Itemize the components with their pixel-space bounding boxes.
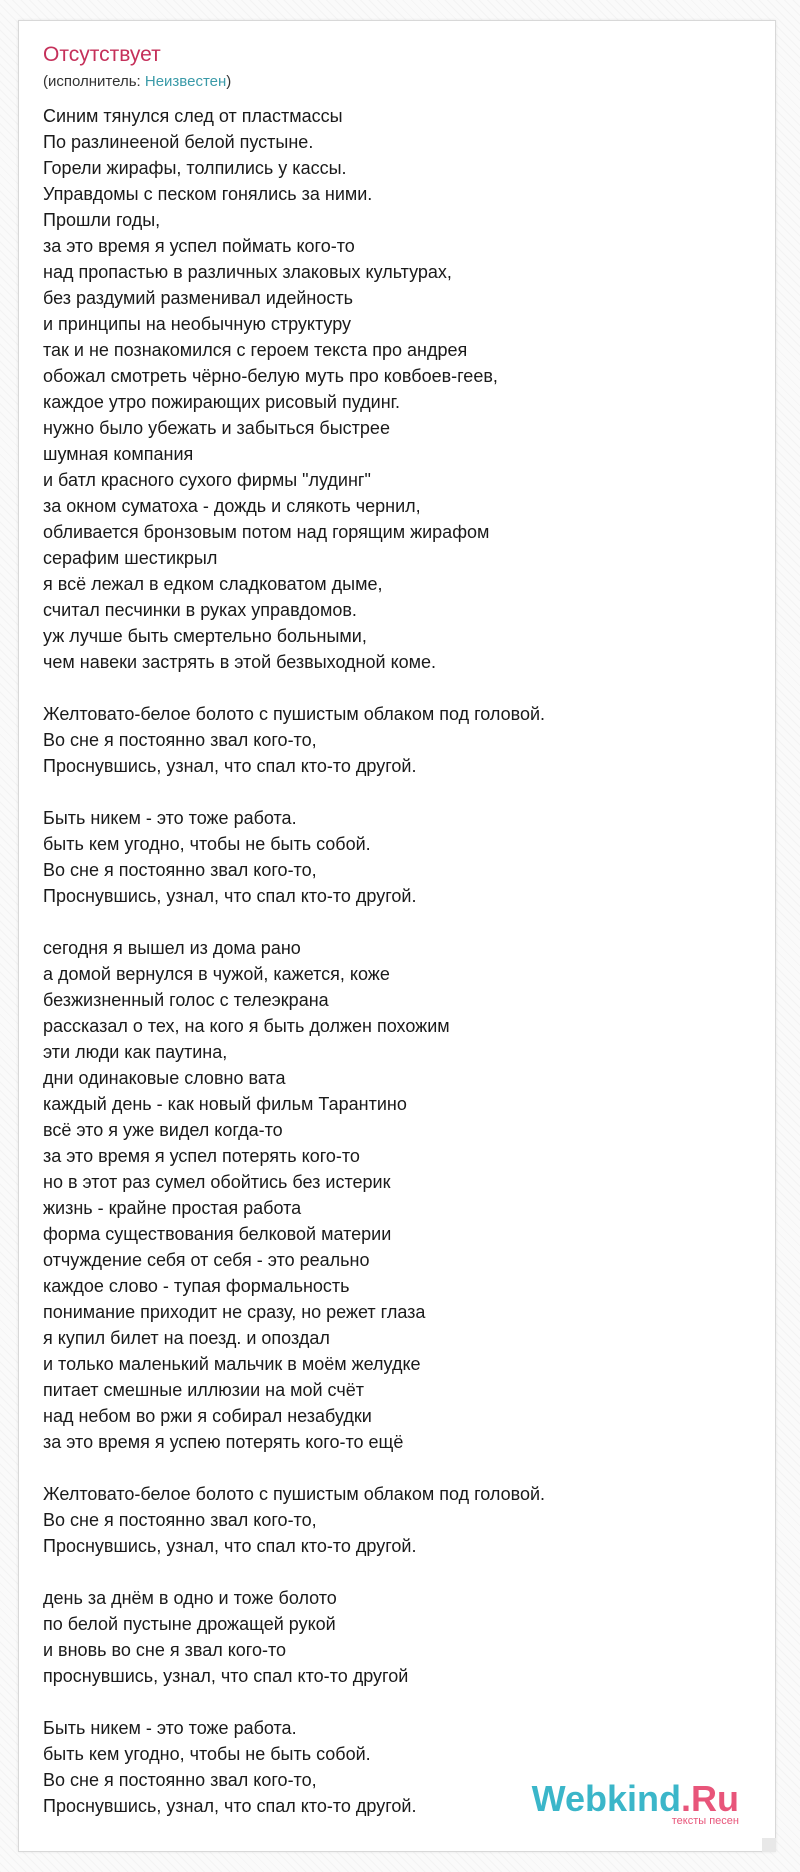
lyric-line: Быть никем - это тоже работа.	[43, 1718, 297, 1738]
lyric-line: за окном суматоха - дождь и слякоть чернил,	[43, 496, 421, 516]
site-logo[interactable]	[531, 1778, 739, 1827]
lyric-line: безжизненный голос с телеэкрана	[43, 990, 329, 1010]
lyric-line: каждое слово - тупая формальность	[43, 1276, 350, 1296]
lyric-line: считал песчинки в руках управдомов.	[43, 600, 357, 620]
stanza-break	[43, 675, 753, 701]
lyric-line: Проснувшись, узнал, что спал кто-то другой.	[43, 886, 417, 906]
lyric-line: за это время я успею потерять кого-то ещё	[43, 1432, 404, 1452]
lyric-line: форма существования белковой материи	[43, 1224, 392, 1244]
lyric-line: серафим шестикрыл	[43, 548, 218, 568]
lyric-line: без раздумий разменивал идейность	[43, 288, 353, 308]
lyric-line: дни одинаковые словно вата	[43, 1068, 286, 1088]
lyric-line: понимание приходит не сразу, но режет глаза	[43, 1302, 426, 1322]
lyric-line: за это время я успел поймать кого-то	[43, 236, 355, 256]
stanza-break	[43, 1455, 753, 1481]
lyric-line: всё это я уже видел когда-то	[43, 1120, 283, 1140]
lyric-line: и батл красного сухого фирмы "лудинг"	[43, 470, 371, 490]
lyric-line: сегодня я вышел из дома рано	[43, 938, 301, 958]
artist-link[interactable]: Неизвестен	[144, 73, 227, 90]
logo-tld: .Ru	[681, 1778, 739, 1819]
artist-suffix: )	[226, 73, 232, 90]
lyric-line: за это время я успел потерять кого-то	[43, 1146, 360, 1166]
lyric-line: Прошли годы,	[43, 210, 161, 230]
lyric-line: шумная компания	[43, 444, 194, 464]
lyric-line: Быть никем - это тоже работа.	[43, 808, 297, 828]
lyric-line: каждый день - как новый фильм Тарантино	[43, 1094, 407, 1114]
lyric-line: эти люди как паутина,	[43, 1042, 228, 1062]
lyric-line: и только маленький мальчик в моём желудке	[43, 1354, 421, 1374]
corner-tab	[762, 1838, 776, 1852]
lyric-line: жизнь - крайне простая работа	[43, 1198, 302, 1218]
lyric-line: над пропастью в различных злаковых культурах,	[43, 262, 452, 282]
lyric-line: Во сне я постоянно звал кого-то,	[43, 1770, 317, 1790]
stanza-break	[43, 779, 753, 805]
lyric-line: каждое утро пожирающих рисовый пудинг.	[43, 392, 401, 412]
lyric-line: день за днём в одно и тоже болото	[43, 1588, 337, 1608]
lyric-line: Проснувшись, узнал, что спал кто-то другой.	[43, 756, 417, 776]
lyric-line: так и не познакомился с героем текста про андрея	[43, 340, 468, 360]
lyric-line: Во сне я постоянно звал кого-то,	[43, 1510, 317, 1530]
lyric-line: быть кем угодно, чтобы не быть собой.	[43, 834, 371, 854]
lyric-line: а домой вернулся в чужой, кажется, коже	[43, 964, 390, 984]
lyric-line: я купил билет на поезд. и опоздал	[43, 1328, 330, 1348]
logo-name: Webkind	[531, 1778, 681, 1819]
lyric-line: Желтовато-белое болото с пушистым облаком под головой.	[43, 704, 546, 724]
lyric-line: и вновь во сне я звал кого-то	[43, 1640, 287, 1660]
lyric-line: но в этот раз сумел обойтись без истерик	[43, 1172, 391, 1192]
lyric-line: Желтовато-белое болото с пушистым облаком под головой.	[43, 1484, 546, 1504]
lyric-line: Управдомы с песком гонялись за ними.	[43, 184, 373, 204]
artist-prefix: (исполнитель:	[43, 73, 145, 90]
lyric-line: питает смешные иллюзии на мой счёт	[43, 1380, 364, 1400]
lyric-line: обливается бронзовым потом над горящим жирафом	[43, 522, 490, 542]
lyric-line: рассказал о тех, на кого я быть должен похожим	[43, 1016, 450, 1036]
lyric-line: Горели жирафы, толпились у кассы.	[43, 158, 347, 178]
lyric-line: Проснувшись, узнал, что спал кто-то другой.	[43, 1536, 417, 1556]
logo-tagline: тексты песен	[671, 1815, 739, 1827]
lyric-line: над небом во ржи я собирал незабудки	[43, 1406, 372, 1426]
lyric-line: отчуждение себя от себя - это реально	[43, 1250, 370, 1270]
stanza-break	[43, 1689, 753, 1715]
lyric-line: проснувшись, узнал, что спал кто-то другой	[43, 1666, 409, 1686]
lyric-line: и принципы на необычную структуру	[43, 314, 352, 334]
lyric-line: По разлинееной белой пустыне.	[43, 132, 314, 152]
logo-wordmark	[531, 1778, 739, 1819]
song-title: Отсутствует	[43, 43, 161, 66]
lyric-line: по белой пустыне дрожащей рукой	[43, 1614, 336, 1634]
lyric-line: обожал смотреть чёрно-белую муть про ковбоев-геев,	[43, 366, 498, 386]
lyrics-card	[18, 20, 776, 1852]
artist-line	[43, 73, 231, 90]
lyric-line: чем навеки застрять в этой безвыходной коме.	[43, 652, 437, 672]
lyric-line: уж лучше быть смертельно больными,	[43, 626, 367, 646]
lyrics-body	[43, 103, 753, 1819]
stanza-break	[43, 909, 753, 935]
lyric-line: нужно было убежать и забыться быстрее	[43, 418, 390, 438]
lyric-line: Во сне я постоянно звал кого-то,	[43, 730, 317, 750]
stanza-break	[43, 1559, 753, 1585]
lyric-line: Во сне я постоянно звал кого-то,	[43, 860, 317, 880]
lyric-line: быть кем угодно, чтобы не быть собой.	[43, 1744, 371, 1764]
lyric-line: я всё лежал в едком сладковатом дыме,	[43, 574, 383, 594]
lyric-line: Синим тянулся след от пластмассы	[43, 106, 343, 126]
lyric-line: Проснувшись, узнал, что спал кто-то другой.	[43, 1796, 417, 1816]
